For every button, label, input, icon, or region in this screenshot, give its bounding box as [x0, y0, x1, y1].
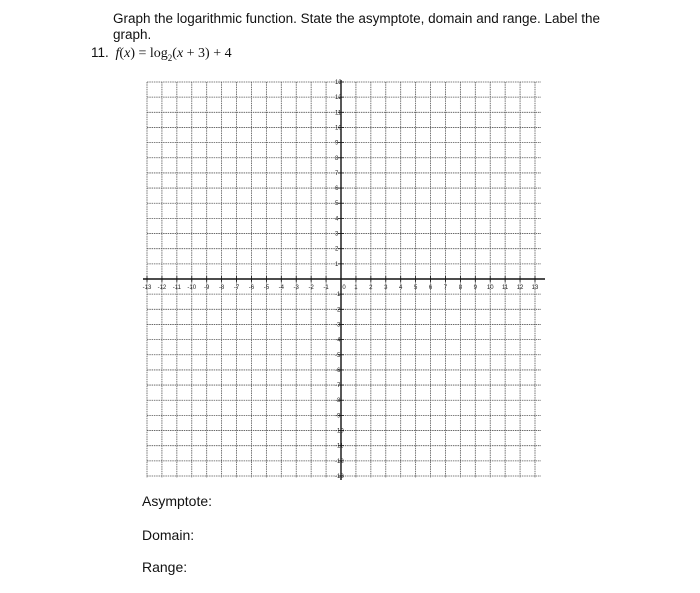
- y-tick-label: -9: [335, 413, 341, 420]
- x-tick-label: -5: [263, 285, 270, 291]
- asymptote-label: Asymptote:: [142, 493, 213, 509]
- problem-number: 11.: [91, 45, 109, 60]
- y-tick-label: -4: [335, 337, 341, 344]
- log-base: 2: [167, 52, 173, 63]
- y-tick-label: 3: [335, 231, 339, 238]
- x-tick-label: 7: [443, 285, 448, 291]
- function-paren: (: [119, 46, 125, 61]
- x-tick-label: 11: [502, 285, 509, 291]
- y-tick-label: -1: [335, 292, 341, 299]
- y-axis-tick-labels: [335, 80, 344, 480]
- x-tick-label: 5: [413, 285, 418, 291]
- y-tick-label: 8: [335, 155, 339, 162]
- x-tick-label: 8: [458, 285, 463, 291]
- y-tick-label: 12: [335, 95, 342, 102]
- grid-lines: [147, 82, 541, 478]
- argument-variable: x: [176, 46, 184, 61]
- x-tick-label: -11: [172, 285, 181, 291]
- y-tick-label: 13: [335, 80, 342, 86]
- function-variable: x: [124, 46, 131, 61]
- y-tick-label: -12: [335, 458, 344, 465]
- x-tick-label: 4: [399, 285, 403, 291]
- y-tick-label: 7: [335, 170, 339, 177]
- x-tick-label: -13: [142, 285, 152, 291]
- x-tick-label: -12: [157, 285, 167, 291]
- y-tick-label: -7: [335, 383, 341, 390]
- x-tick-label: 10: [486, 285, 494, 291]
- instructions: Graph the logarithmic function. State the asymptote, domain and range. Label the graph.: [113, 11, 601, 42]
- range-label: Range:: [142, 559, 188, 575]
- x-tick-label: -4: [278, 285, 284, 291]
- x-tick-label: -7: [233, 285, 240, 291]
- x-tick-label: 2: [369, 285, 373, 291]
- y-tick-label: 9: [335, 140, 339, 147]
- y-tick-label: -11: [335, 443, 344, 450]
- x-tick-label: -9: [204, 285, 210, 291]
- y-tick-label: 6: [335, 186, 339, 193]
- y-tick-label: -8: [335, 398, 341, 405]
- argument-open: (: [172, 46, 177, 61]
- x-tick-label: 3: [384, 285, 388, 291]
- x-tick-label: 6: [428, 285, 433, 291]
- x-tick-label: -10: [187, 285, 197, 291]
- y-tick-label: -5: [335, 352, 341, 359]
- argument-rest: + 3) + 4: [183, 46, 232, 61]
- y-tick-label: 4: [335, 216, 339, 223]
- x-tick-label: 12: [516, 285, 524, 291]
- y-tick-label: 10: [335, 125, 342, 132]
- y-tick-label: 5: [335, 201, 339, 208]
- y-tick-label: -2: [335, 307, 341, 314]
- y-tick-label: 11: [335, 110, 342, 117]
- x-tick-label: 13: [531, 285, 539, 291]
- x-tick-label: -3: [293, 285, 299, 291]
- x-tick-label: 9: [473, 285, 477, 291]
- x-tick-label: -1: [323, 285, 329, 291]
- x-tick-label: -8: [218, 285, 225, 291]
- function-name: f: [115, 46, 120, 61]
- y-tick-label: -6: [335, 367, 341, 374]
- x-tick-label: 0: [342, 285, 346, 291]
- y-tick-label: 2: [335, 246, 339, 253]
- axes: [143, 80, 545, 480]
- y-tick-label: -13: [335, 474, 344, 480]
- x-tick-label: -6: [248, 285, 255, 291]
- function-log: ) = log: [130, 46, 168, 61]
- x-tick-label: -2: [308, 285, 314, 291]
- y-tick-label: -10: [335, 428, 344, 435]
- x-tick-label: 1: [354, 285, 358, 291]
- y-tick-label: -3: [335, 322, 341, 329]
- domain-label: Domain:: [142, 527, 195, 543]
- y-tick-label: 1: [335, 261, 339, 268]
